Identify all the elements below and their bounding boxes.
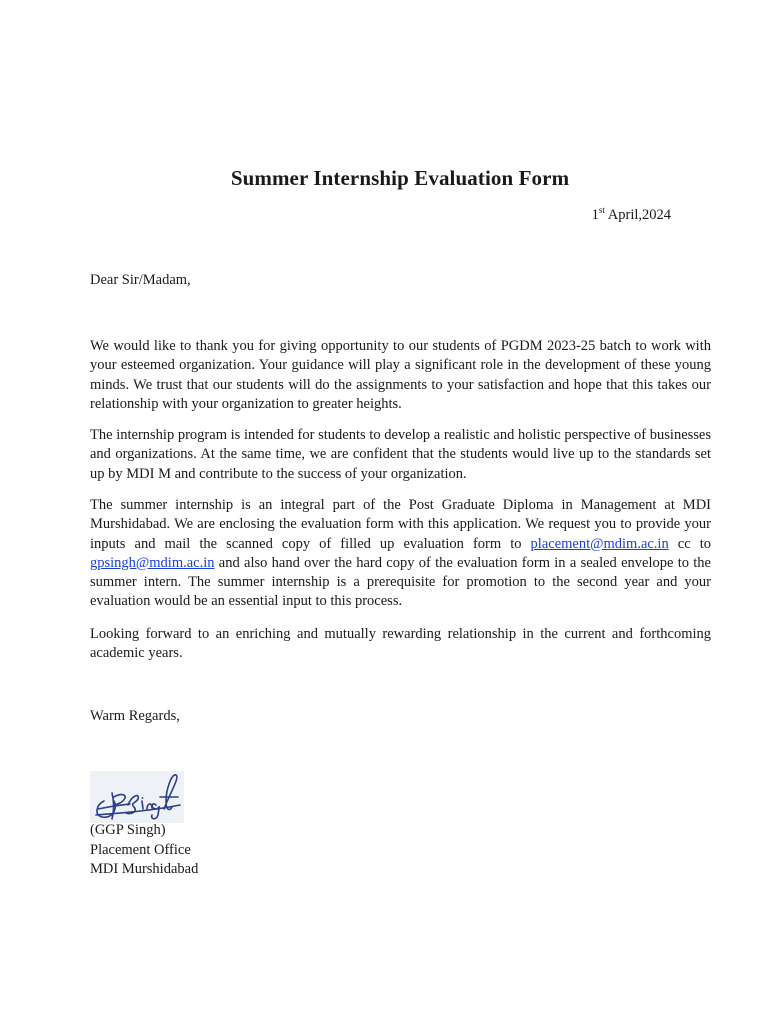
handwritten-signature xyxy=(90,771,184,823)
document-title: Summer Internship Evaluation Form xyxy=(230,166,570,190)
salutation: Dear Sir/Madam, xyxy=(90,272,191,288)
closing-phrase: Warm Regards, xyxy=(90,708,180,724)
date-rest: April,2024 xyxy=(604,207,671,223)
paragraph-thanks: We would like to thank you for giving opportunity to our students of PGDM 2023-25 batch to work with your esteemed organization. Your guidance will play a significant role in the development of these young minds. We trust that our students will do the assignments to your satisfaction and hope that this takes our relationship with your organization to greater heights. xyxy=(90,338,711,412)
signer-block xyxy=(90,821,198,880)
paragraph-closing-wish: Looking forward to an enriching and mutually rewarding relationship in the current and forthcoming academic years. xyxy=(90,626,711,662)
date-day: 1 xyxy=(591,207,599,223)
signature-image xyxy=(90,771,184,823)
instructions-text-1: The summer internship is an integral part of the Post Graduate Diploma in Management at MDI Murshidabad. We are enclosing the evaluation form with this application. We request you to provide your inputs and mail the scanned copy of filled up evaluation form to xyxy=(90,497,711,552)
signer-office: Placement Office xyxy=(90,841,191,858)
date-suffix: st xyxy=(598,205,605,216)
gpsingh-email-link[interactable]: gpsingh@mdim.ac.in xyxy=(90,554,215,571)
paragraph-program: The internship program is intended for students to develop a realistic and holistic perspective of businesses and organizations. At the same time, we are confident that the students would live up to the standards set up by MDI M and contribute to the success of your organization. xyxy=(90,427,711,482)
instructions-text-2: cc to xyxy=(668,535,711,552)
signer-name: (GGP Singh) xyxy=(90,822,166,838)
instructions-text-3: and also hand over the hard copy of the evaluation form in a sealed envelope to the summer intern. The summer internship is a prerequisite for promotion to the second year and your evaluation would be an essential input to this process. xyxy=(90,554,711,610)
placement-email-link[interactable]: placement@mdim.ac.in xyxy=(530,535,669,552)
letter-date xyxy=(592,207,671,224)
signer-institution: MDI Murshidabad xyxy=(90,861,199,877)
paragraph-instructions xyxy=(90,496,711,612)
